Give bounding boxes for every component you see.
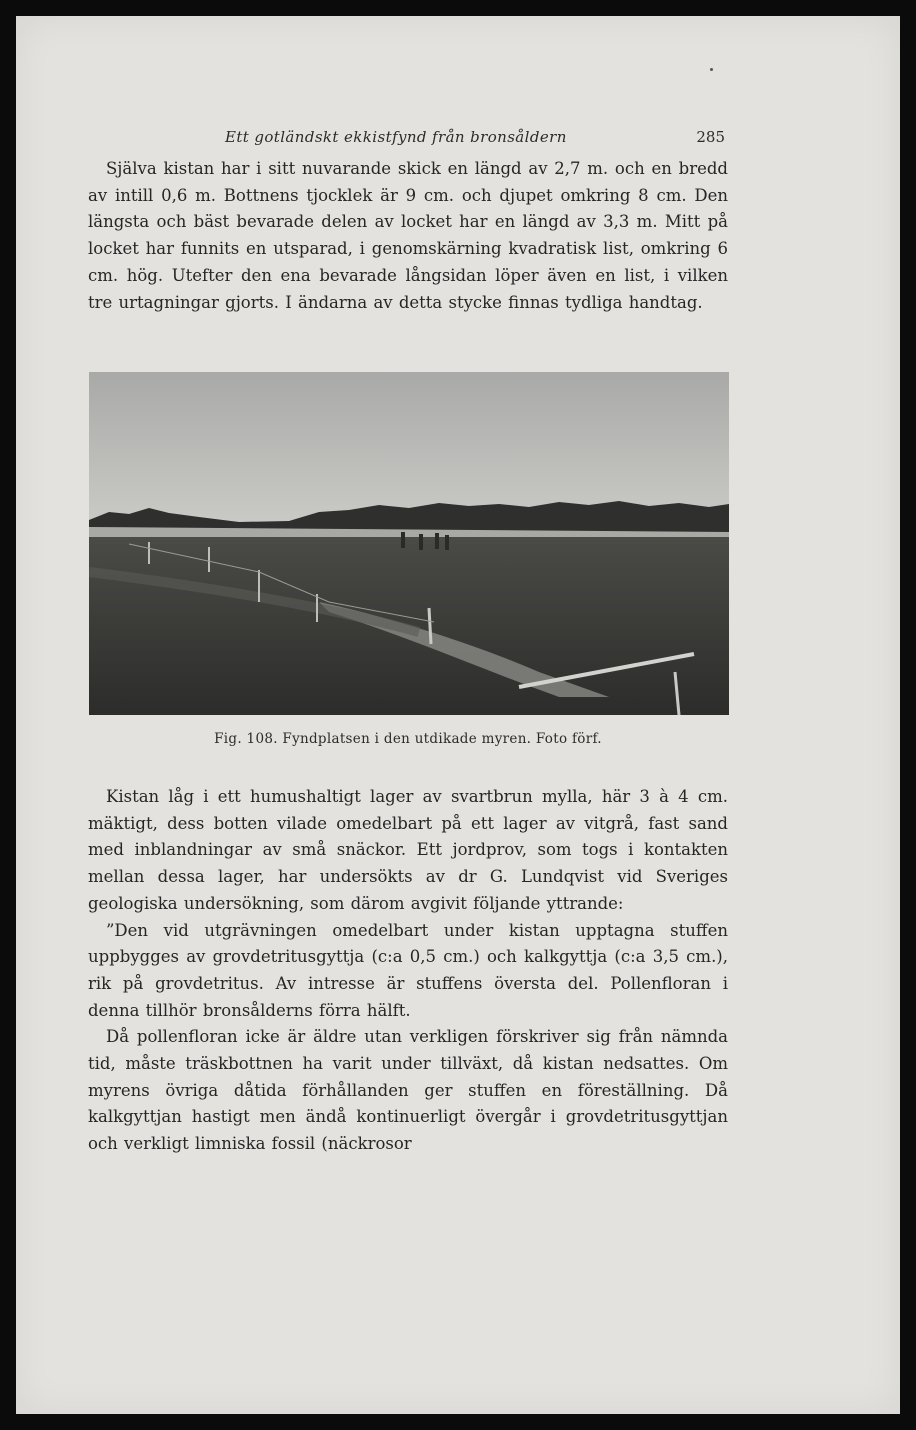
running-title: Ett gotländskt ekkistfynd från bronsåldern bbox=[225, 128, 567, 146]
sky bbox=[89, 372, 729, 522]
figure-caption: Fig. 108. Fyndplatsen i den utdikade myren. Foto förf. bbox=[214, 731, 602, 747]
person bbox=[445, 535, 449, 550]
person bbox=[435, 533, 439, 549]
body-text-top bbox=[88, 156, 728, 316]
landscape-photo bbox=[89, 372, 729, 715]
running-head bbox=[225, 128, 725, 152]
body-text-bottom bbox=[88, 784, 728, 1158]
page-number: 285 bbox=[696, 128, 725, 146]
figure-photo bbox=[89, 372, 729, 715]
paragraph: Själva kistan har i sitt nuvarande skick en längd av 2,7 m. och en bredd av intill 0,6 m. Bottnens tjocklek är 9 cm. och djupet omkring 8 cm. Den längsta och bäst bevarade delen av locket har en längd av 3,3 m. Mitt på locket har funnits en utsparad, i genomskärning kvadratisk list, omkring 6 cm. hög. Utefter den ena bevarade långsidan löper även en list, i vilken tre urtagningar gjorts. I ändarna av detta stycke finnas tydliga handtag. bbox=[88, 159, 728, 312]
person bbox=[401, 532, 405, 548]
paragraph: Då pollenfloran icke är äldre utan verkligen förskriver sig från nämnda tid, måste träskbottnen ha varit under tillväxt, då kistan nedsattes. Om myrens övriga dåtida förhållanden ger stuffen en föreställning. Då kalkgyttjan hastigt men ändå kontinuerligt övergår i grovdetritusgyttjan och verkligt limniska fossil (näckrosor bbox=[88, 1027, 728, 1154]
paragraph: ”Den vid utgrävningen omedelbart under kistan upptagna stuffen uppbygges av grovdetritusgyttja (c:a 0,5 cm.) och kalkgyttja (c:a 3,5 cm.), rik på grovdetritus. Av intresse är stuffens översta del. Pollenfloran i denna tillhör bronsålderns förra hälft. bbox=[88, 920, 728, 1020]
speck bbox=[710, 68, 713, 71]
paragraph: Kistan låg i ett humushaltigt lager av svartbrun mylla, här 3 à 4 cm. mäktigt, dess botten vilade omedelbart på ett lager av vitgrå, fast sand med inblandningar av små snäckor. Ett jordprov, som togs i kontakten mellan dessa lager, har undersökts av dr G. Lundqvist vid Sveriges geologiska undersökning, som därom avgivit följande yttrande: bbox=[88, 787, 728, 913]
fence-post bbox=[429, 608, 431, 644]
person bbox=[419, 534, 423, 550]
